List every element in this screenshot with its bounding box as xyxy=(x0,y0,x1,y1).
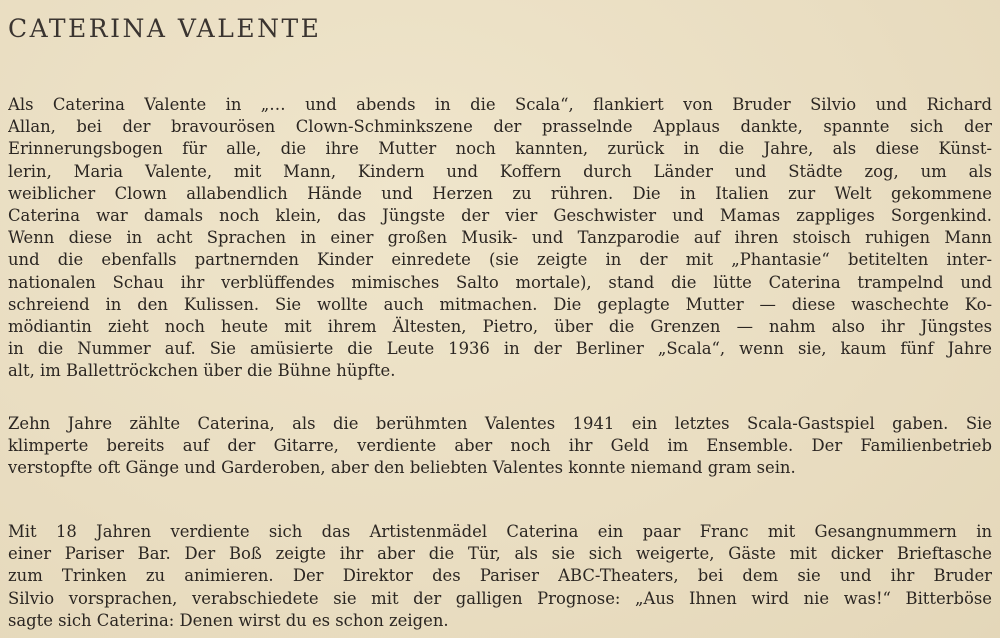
text-line: Mit 18 Jahren verdiente sich das Artistenmädel Caterina ein paar Franc mit Gesangnummern in xyxy=(8,522,992,541)
paragraph-2 xyxy=(8,413,992,480)
text-line: Caterina war damals noch klein, das Jüngste der vier Geschwister und Mamas zappliges Sorgenkind. xyxy=(8,205,992,225)
text-line: lerin, Maria Valente, mit Mann, Kindern und Koffern durch Länder und Städte zog, um als xyxy=(8,161,992,181)
text-line: schreiend in den Kulissen. Sie wollte auch mitmachen. Die geplagte Mutter — diese waschechte Ko- xyxy=(8,294,992,314)
text-line: Silvio vorsprachen, verabschiedete sie mit der galligen Prognose: „Aus Ihnen wird nie was!“ Bitterböse xyxy=(8,588,992,608)
text-line: Allan, bei der bravourösen Clown-Schminkszene der prasselnde Applaus dankte, spannte sich der xyxy=(8,117,992,137)
text-line: in die Nummer auf. Sie amüsierte die Leute 1936 in der Berliner „Scala“, wenn sie, kaum fünf Jahre xyxy=(8,339,992,359)
text-line: weiblicher Clown allabendlich Hände und Herzen zu rühren. Die in Italien zur Welt gekommene xyxy=(8,183,992,203)
text-line: und die ebenfalls partnernden Kinder einredete (sie zeigte in der mit „Phantasie“ betitelten inter- xyxy=(8,250,992,270)
text-line: zum Trinken zu animieren. Der Direktor des Pariser ABC-Theaters, bei dem sie und ihr Bruder xyxy=(8,566,992,586)
text-line: klimperte bereits auf der Gitarre, verdiente aber noch ihr Geld im Ensemble. Der Familienbetrieb xyxy=(8,436,992,456)
paragraph-3 xyxy=(8,521,992,632)
text-line: mödiantin zieht noch heute mit ihrem Ältesten, Pietro, über die Grenzen — nahm also ihr Jüngstes xyxy=(8,316,992,336)
text-line: Erinnerungsbogen für alle, die ihre Mutter noch kannten, zurück in die Jahre, als diese Künst- xyxy=(8,139,992,159)
text-line: alt, im Ballettröckchen über die Bühne hüpfte. xyxy=(8,361,396,381)
text-line: nationalen Schau ihr verblüffendes mimisches Salto mortale), stand die lütte Caterina trampelnd und xyxy=(8,272,992,292)
text-line: Zehn Jahre zählte Caterina, als die berühmten Valentes 1941 ein letztes Scala-Gastspiel gaben. Sie xyxy=(8,414,992,433)
paragraph-1 xyxy=(8,94,992,382)
text-line: Wenn diese in acht Sprachen in einer großen Musik- und Tanzparodie auf ihren stoisch ruhigen Mann xyxy=(8,228,992,248)
text-line: einer Pariser Bar. Der Boß zeigte ihr aber die Tür, als sie sich weigerte, Gäste mit dicker Brieftasche xyxy=(8,544,992,564)
text-line: sagte sich Caterina: Denen wirst du es schon zeigen. xyxy=(8,610,449,630)
page-title: CATERINA VALENTE xyxy=(8,14,322,43)
text-line: verstopfte oft Gänge und Garderoben, aber den beliebten Valentes konnte niemand gram sein. xyxy=(8,458,796,478)
text-line: Als Caterina Valente in „… und abends in die Scala“, flankiert von Bruder Silvio und Richard xyxy=(8,95,992,114)
